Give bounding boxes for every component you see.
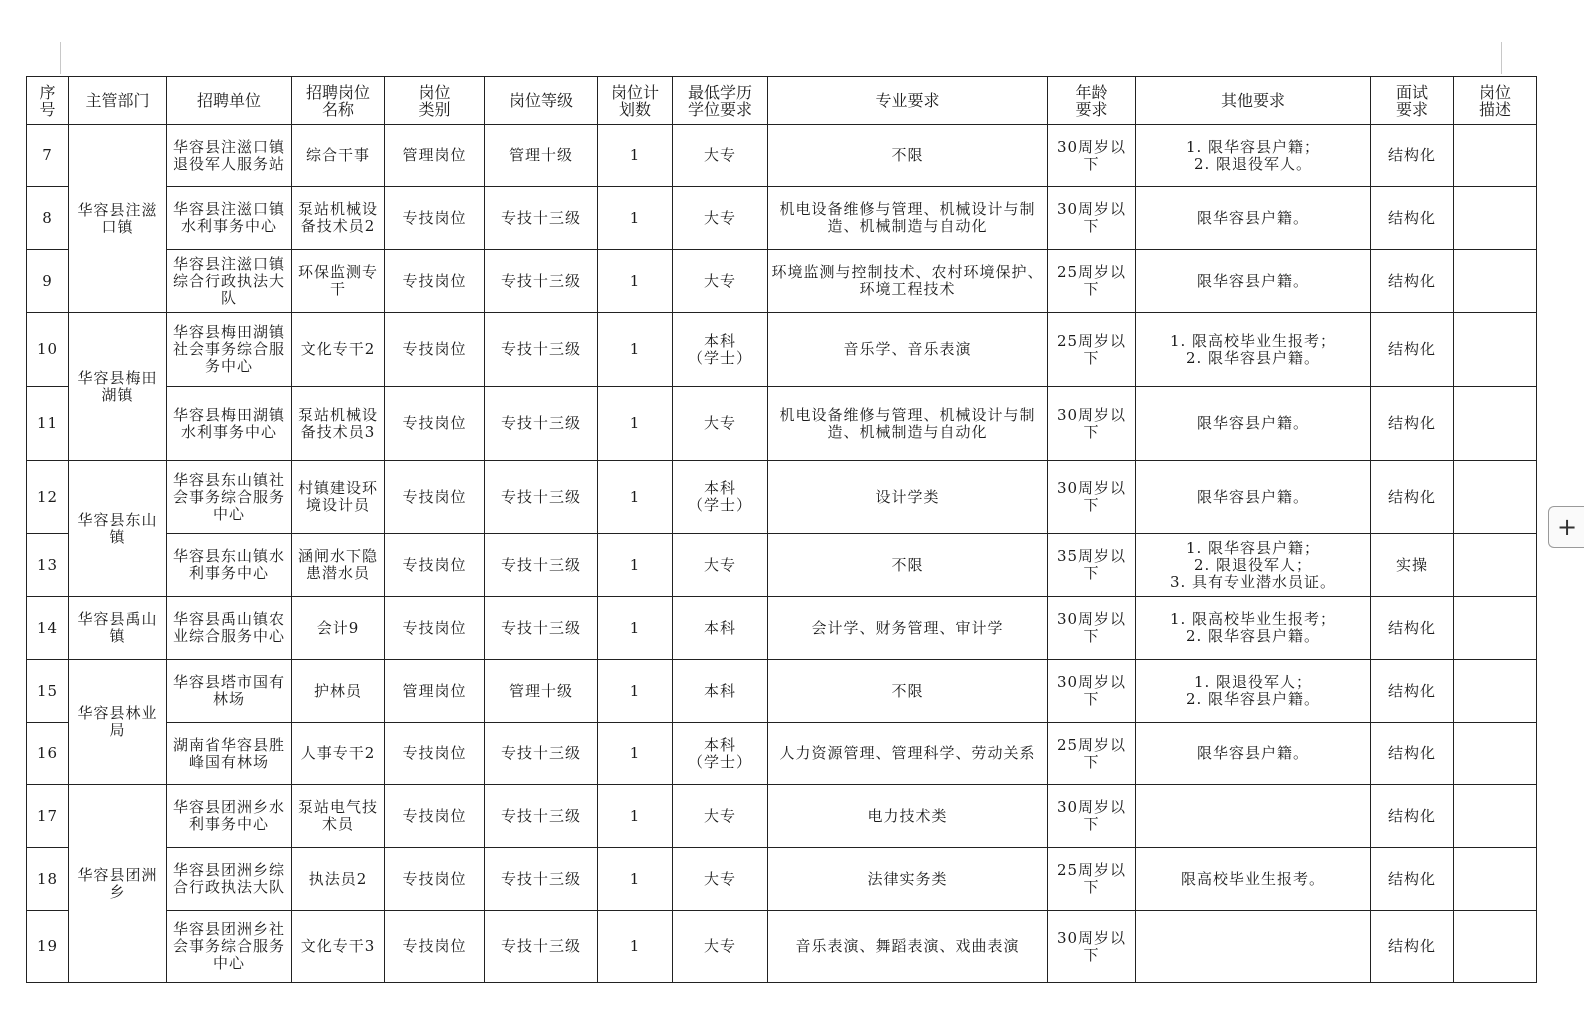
cell-edu: 本科 （学士）: [673, 461, 768, 534]
cell-post-name: 村镇建设环境设计员: [292, 461, 385, 534]
cell-interview: 结构化: [1371, 723, 1454, 785]
recruitment-table: [26, 76, 1537, 983]
cell-desc: [1454, 848, 1537, 911]
table-row: [27, 785, 1537, 848]
cell-major: 不限: [768, 660, 1048, 723]
cell-desc: [1454, 785, 1537, 848]
cell-other: 1. 限高校毕业生报考； 2. 限华容县户籍。: [1136, 597, 1371, 660]
cell-seq: 7: [27, 125, 69, 187]
cell-post-level: 专技十三级: [485, 461, 598, 534]
cell-major: 设计学类: [768, 461, 1048, 534]
cell-interview: 结构化: [1371, 848, 1454, 911]
cell-seq: 8: [27, 187, 69, 250]
cell-desc: [1454, 911, 1537, 983]
cell-age: 30周岁以下: [1048, 911, 1136, 983]
cell-major: 不限: [768, 534, 1048, 597]
cell-age: 30周岁以下: [1048, 597, 1136, 660]
cell-post-name: 环保监测专干: [292, 250, 385, 313]
cell-post-level: 专技十三级: [485, 597, 598, 660]
cell-seq: 9: [27, 250, 69, 313]
cell-plan: 1: [598, 125, 673, 187]
page-corner-mark-left: [60, 42, 61, 74]
cell-other: 限高校毕业生报考。: [1136, 848, 1371, 911]
cell-dept: 华容县东山镇: [69, 461, 167, 597]
cell-post-level: 专技十三级: [485, 785, 598, 848]
cell-post-type: 专技岗位: [385, 387, 485, 461]
cell-edu: 本科 （学士）: [673, 723, 768, 785]
cell-plan: 1: [598, 534, 673, 597]
header-edu: 最低学历学位要求: [673, 77, 768, 125]
cell-unit: 华容县东山镇水利事务中心: [167, 534, 292, 597]
cell-edu: 大专: [673, 187, 768, 250]
cell-post-type: 专技岗位: [385, 187, 485, 250]
header-unit: 招聘单位: [167, 77, 292, 125]
header-other: 其他要求: [1136, 77, 1371, 125]
cell-other: 限华容县户籍。: [1136, 461, 1371, 534]
table-row: [27, 125, 1537, 187]
cell-desc: [1454, 387, 1537, 461]
cell-age: 35周岁以下: [1048, 534, 1136, 597]
cell-post-level: 专技十三级: [485, 848, 598, 911]
cell-age: 25周岁以下: [1048, 313, 1136, 387]
cell-major: 音乐表演、舞蹈表演、戏曲表演: [768, 911, 1048, 983]
cell-age: 25周岁以下: [1048, 723, 1136, 785]
cell-seq: 10: [27, 313, 69, 387]
cell-edu: 大专: [673, 785, 768, 848]
cell-seq: 14: [27, 597, 69, 660]
cell-edu: 本科: [673, 660, 768, 723]
header-dept: 主管部门: [69, 77, 167, 125]
cell-seq: 16: [27, 723, 69, 785]
table-row: [27, 313, 1537, 387]
table-row: [27, 597, 1537, 660]
cell-major: 环境监测与控制技术、农村环境保护、环境工程技术: [768, 250, 1048, 313]
cell-post-type: 专技岗位: [385, 848, 485, 911]
cell-post-name: 执法员2: [292, 848, 385, 911]
cell-post-level: 专技十三级: [485, 250, 598, 313]
cell-post-type: 专技岗位: [385, 250, 485, 313]
table-row: [27, 534, 1537, 597]
cell-post-name: 泵站电气技术员: [292, 785, 385, 848]
cell-post-type: 管理岗位: [385, 125, 485, 187]
cell-edu: 大专: [673, 534, 768, 597]
cell-major: 音乐学、音乐表演: [768, 313, 1048, 387]
cell-post-level: 专技十三级: [485, 313, 598, 387]
cell-unit: 华容县团洲乡综合行政执法大队: [167, 848, 292, 911]
cell-desc: [1454, 125, 1537, 187]
cell-post-level: 管理十级: [485, 660, 598, 723]
add-side-button[interactable]: [1548, 506, 1584, 548]
cell-other: 限华容县户籍。: [1136, 723, 1371, 785]
table-row: [27, 848, 1537, 911]
cell-edu: 大专: [673, 387, 768, 461]
cell-post-name: 护林员: [292, 660, 385, 723]
cell-unit: 华容县注滋口镇退役军人服务站: [167, 125, 292, 187]
cell-age: 30周岁以下: [1048, 187, 1136, 250]
cell-seq: 18: [27, 848, 69, 911]
cell-unit: 湖南省华容县胜峰国有林场: [167, 723, 292, 785]
cell-post-type: 专技岗位: [385, 534, 485, 597]
cell-plan: 1: [598, 911, 673, 983]
cell-post-level: 专技十三级: [485, 723, 598, 785]
cell-major: 人力资源管理、管理科学、劳动关系: [768, 723, 1048, 785]
cell-desc: [1454, 534, 1537, 597]
cell-major: 法律实务类: [768, 848, 1048, 911]
cell-post-name: 泵站机械设备技术员2: [292, 187, 385, 250]
cell-dept: 华容县梅田湖镇: [69, 313, 167, 461]
cell-desc: [1454, 660, 1537, 723]
header-desc: 岗位描述: [1454, 77, 1537, 125]
cell-interview: 结构化: [1371, 597, 1454, 660]
cell-unit: 华容县梅田湖镇水利事务中心: [167, 387, 292, 461]
cell-unit: 华容县梅田湖镇社会事务综合服务中心: [167, 313, 292, 387]
cell-post-type: 专技岗位: [385, 313, 485, 387]
cell-interview: 结构化: [1371, 250, 1454, 313]
cell-interview: 实操: [1371, 534, 1454, 597]
cell-post-type: 专技岗位: [385, 911, 485, 983]
cell-plan: 1: [598, 313, 673, 387]
cell-post-name: 文化专干2: [292, 313, 385, 387]
cell-post-name: 文化专干3: [292, 911, 385, 983]
cell-plan: 1: [598, 723, 673, 785]
cell-other: 限华容县户籍。: [1136, 187, 1371, 250]
cell-other: 限华容县户籍。: [1136, 387, 1371, 461]
cell-age: 30周岁以下: [1048, 660, 1136, 723]
cell-plan: 1: [598, 387, 673, 461]
cell-post-name: 人事专干2: [292, 723, 385, 785]
cell-plan: 1: [598, 785, 673, 848]
cell-dept: 华容县禹山镇: [69, 597, 167, 660]
cell-interview: 结构化: [1371, 911, 1454, 983]
cell-interview: 结构化: [1371, 125, 1454, 187]
cell-interview: 结构化: [1371, 785, 1454, 848]
cell-post-level: 管理十级: [485, 125, 598, 187]
cell-major: 机电设备维修与管理、机械设计与制造、机械制造与自动化: [768, 387, 1048, 461]
cell-edu: 大专: [673, 848, 768, 911]
cell-seq: 15: [27, 660, 69, 723]
cell-desc: [1454, 597, 1537, 660]
cell-post-level: 专技十三级: [485, 534, 598, 597]
header-post-type: 岗位类别: [385, 77, 485, 125]
cell-age: 30周岁以下: [1048, 387, 1136, 461]
cell-interview: 结构化: [1371, 387, 1454, 461]
header-plan: 岗位计划数: [598, 77, 673, 125]
cell-post-type: 专技岗位: [385, 461, 485, 534]
cell-other: 1. 限退役军人； 2. 限华容县户籍。: [1136, 660, 1371, 723]
table-row: [27, 911, 1537, 983]
cell-unit: 华容县团洲乡水利事务中心: [167, 785, 292, 848]
cell-edu: 大专: [673, 911, 768, 983]
header-seq: 序号: [27, 77, 69, 125]
cell-seq: 11: [27, 387, 69, 461]
plus-icon: +: [1557, 513, 1578, 541]
cell-other: [1136, 785, 1371, 848]
header-interview: 面试要求: [1371, 77, 1454, 125]
header-major: 专业要求: [768, 77, 1048, 125]
cell-plan: 1: [598, 250, 673, 313]
table-row: [27, 461, 1537, 534]
cell-interview: 结构化: [1371, 461, 1454, 534]
table-row: [27, 660, 1537, 723]
cell-major: 电力技术类: [768, 785, 1048, 848]
cell-post-type: 管理岗位: [385, 660, 485, 723]
cell-post-type: 专技岗位: [385, 785, 485, 848]
cell-interview: 结构化: [1371, 313, 1454, 387]
cell-interview: 结构化: [1371, 187, 1454, 250]
cell-edu: 本科: [673, 597, 768, 660]
cell-dept: 华容县林业局: [69, 660, 167, 785]
cell-unit: 华容县塔市国有林场: [167, 660, 292, 723]
table-row: [27, 723, 1537, 785]
table-header-row: [27, 77, 1537, 125]
cell-unit: 华容县注滋口镇综合行政执法大队: [167, 250, 292, 313]
cell-desc: [1454, 461, 1537, 534]
header-age: 年龄要求: [1048, 77, 1136, 125]
table-row: [27, 387, 1537, 461]
cell-desc: [1454, 187, 1537, 250]
header-post-level: 岗位等级: [485, 77, 598, 125]
cell-age: 25周岁以下: [1048, 250, 1136, 313]
cell-unit: 华容县注滋口镇水利事务中心: [167, 187, 292, 250]
cell-major: 会计学、财务管理、审计学: [768, 597, 1048, 660]
cell-other: 1. 限华容县户籍； 2. 限退役军人。: [1136, 125, 1371, 187]
cell-major: 不限: [768, 125, 1048, 187]
cell-desc: [1454, 313, 1537, 387]
cell-unit: 华容县团洲乡社会事务综合服务中心: [167, 911, 292, 983]
cell-post-level: 专技十三级: [485, 187, 598, 250]
cell-dept: 华容县注滋口镇: [69, 125, 167, 313]
cell-plan: 1: [598, 597, 673, 660]
cell-unit: 华容县东山镇社会事务综合服务中心: [167, 461, 292, 534]
cell-age: 30周岁以下: [1048, 785, 1136, 848]
cell-edu: 本科 （学士）: [673, 313, 768, 387]
cell-major: 机电设备维修与管理、机械设计与制造、机械制造与自动化: [768, 187, 1048, 250]
cell-other: 限华容县户籍。: [1136, 250, 1371, 313]
cell-unit: 华容县禹山镇农业综合服务中心: [167, 597, 292, 660]
cell-plan: 1: [598, 187, 673, 250]
cell-seq: 19: [27, 911, 69, 983]
cell-desc: [1454, 250, 1537, 313]
cell-age: 30周岁以下: [1048, 125, 1136, 187]
cell-edu: 大专: [673, 250, 768, 313]
cell-age: 30周岁以下: [1048, 461, 1136, 534]
cell-other: 1. 限高校毕业生报考； 2. 限华容县户籍。: [1136, 313, 1371, 387]
cell-post-type: 专技岗位: [385, 723, 485, 785]
cell-post-type: 专技岗位: [385, 597, 485, 660]
cell-post-name: 综合干事: [292, 125, 385, 187]
table-row: [27, 250, 1537, 313]
cell-other: [1136, 911, 1371, 983]
cell-other: 1. 限华容县户籍； 2. 限退役军人； 3. 具有专业潜水员证。: [1136, 534, 1371, 597]
cell-seq: 17: [27, 785, 69, 848]
header-post-name: 招聘岗位名称: [292, 77, 385, 125]
cell-post-name: 泵站机械设备技术员3: [292, 387, 385, 461]
page-corner-mark-right: [1501, 42, 1502, 74]
cell-interview: 结构化: [1371, 660, 1454, 723]
cell-post-level: 专技十三级: [485, 911, 598, 983]
cell-post-name: 会计9: [292, 597, 385, 660]
cell-age: 25周岁以下: [1048, 848, 1136, 911]
table-row: [27, 187, 1537, 250]
cell-edu: 大专: [673, 125, 768, 187]
cell-post-level: 专技十三级: [485, 387, 598, 461]
cell-dept: 华容县团洲乡: [69, 785, 167, 983]
cell-plan: 1: [598, 848, 673, 911]
cell-seq: 13: [27, 534, 69, 597]
cell-desc: [1454, 723, 1537, 785]
cell-plan: 1: [598, 660, 673, 723]
cell-seq: 12: [27, 461, 69, 534]
cell-post-name: 涵闸水下隐患潜水员: [292, 534, 385, 597]
cell-plan: 1: [598, 461, 673, 534]
